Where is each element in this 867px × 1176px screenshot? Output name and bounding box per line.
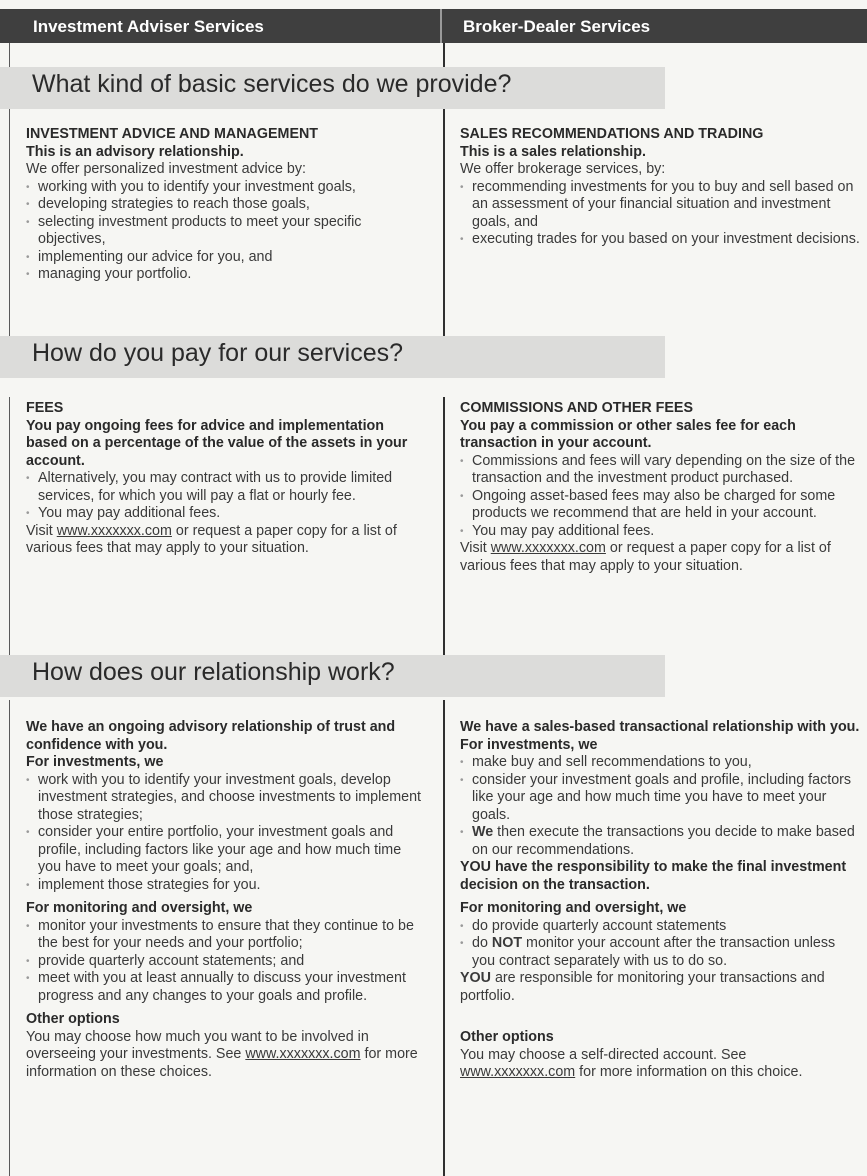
fees-subheading: You pay ongoing fees for advice and implementation based on a percentage of the value of the assets in your account.	[26, 417, 408, 469]
advisory-monitoring-subheading: For monitoring and oversight, we	[26, 900, 253, 916]
list-item: • managing your portfolio.	[26, 266, 426, 284]
advisory-bullets	[26, 179, 426, 284]
fees-heading: FEES	[26, 400, 64, 416]
services-question-band	[0, 67, 665, 109]
list-item: • work with you to identify your investment goals, develop investment strategies, and choose investments to implement those strategies;	[26, 772, 426, 825]
list-item: • working with you to identify your investment goals,	[26, 179, 426, 197]
list-item: • consider your investment goals and profile, including factors like your age and how much time you have to meet your goals.	[460, 772, 860, 825]
advisory-services-block	[26, 126, 426, 284]
list-item: • We then execute the transactions you decide to make based on our recommendations.	[460, 824, 860, 859]
list-item: • make buy and sell recommendations to you,	[460, 754, 860, 772]
advisory-options-link[interactable]: www.xxxxxxx.com	[245, 1046, 361, 1062]
responsibility-statement: YOU have the responsibility to make the final investment decision on the transaction.	[460, 859, 847, 893]
sales-options-link[interactable]: www.xxxxxxx.com	[460, 1064, 576, 1080]
column-divider	[443, 43, 445, 67]
sales-monitoring-bullets	[460, 918, 860, 971]
you-responsible-text: YOU are responsible for monitoring your transactions and portfolio.	[460, 970, 825, 1004]
left-rule	[9, 397, 10, 655]
sales-other-options-text: You may choose a self-directed account. See www.xxxxxxx.com for more information on this choice.	[460, 1046, 803, 1080]
sales-investments-subheading: For investments, we	[460, 736, 598, 753]
sales-other-options-heading: Other options	[460, 1029, 554, 1045]
list-item: • You may pay additional fees.	[26, 505, 426, 523]
commissions-heading: COMMISSIONS AND OTHER FEES	[460, 400, 694, 416]
services-question: What kind of basic services do we provide?	[32, 70, 512, 98]
sales-investments-bullets	[460, 754, 860, 859]
advisory-investments-bullets	[26, 772, 426, 895]
fees-bullets	[26, 470, 426, 523]
advisory-relationship-heading: We have an ongoing advisory relationship of trust and confidence with you.	[26, 719, 396, 753]
sales-relationship-block	[460, 719, 860, 1082]
commissions-block	[460, 400, 860, 575]
advisory-other-options-heading: Other options	[26, 1011, 120, 1027]
list-item: • You may pay additional fees.	[460, 523, 860, 541]
relationship-question-band	[0, 655, 665, 697]
advisory-subheading: This is an advisory relationship.	[26, 143, 244, 160]
list-item: • meet with you at least annually to discuss your investment progress and any changes to your goals and profile.	[26, 970, 426, 1005]
list-item: • developing strategies to reach those goals,	[26, 196, 426, 214]
sales-services-block	[460, 126, 860, 249]
list-item: • implementing our advice for you, and	[26, 249, 426, 267]
list-item: • consider your entire portfolio, your investment goals and profile, including factors like your age and how much time you have to meet your goals; and,	[26, 824, 426, 877]
commissions-bullets	[460, 453, 860, 541]
list-item: • selecting investment products to meet your specific objectives,	[26, 214, 426, 249]
advisory-heading: INVESTMENT ADVICE AND MANAGEMENT	[26, 126, 319, 142]
sales-subheading: This is a sales relationship.	[460, 143, 646, 160]
column-divider	[443, 700, 445, 1176]
list-item: • recommending investments for you to buy and sell based on an assessment of your financial situation and investment goals, and	[460, 179, 860, 232]
sales-relationship-heading: We have a sales-based transactional relationship with you.	[460, 719, 860, 735]
list-item: • Commissions and fees will vary depending on the size of the transaction and the investment product purchased.	[460, 453, 860, 488]
fees-website-link[interactable]: www.xxxxxxx.com	[56, 522, 172, 539]
relationship-question: How does our relationship work?	[32, 658, 395, 686]
list-item: • Alternatively, you may contract with us to provide limited services, for which you will pay a flat or hourly fee.	[26, 470, 426, 505]
list-item: • monitor your investments to ensure that they continue to be the best for your needs and your portfolio;	[26, 918, 426, 953]
sales-monitoring-subheading: For monitoring and oversight, we	[460, 900, 687, 916]
advisory-relationship-block	[26, 719, 426, 1081]
pay-question-band	[0, 336, 665, 378]
header-divider	[440, 9, 442, 43]
broker-dealer-header: Broker-Dealer Services	[463, 17, 651, 36]
pay-question: How do you pay for our services?	[32, 339, 404, 367]
commissions-website-link[interactable]: www.xxxxxxx.com	[490, 540, 606, 556]
fees-block	[26, 400, 426, 558]
commissions-visit-text: Visit www.xxxxxxx.com or request a paper copy for a list of various fees that may apply to your situation.	[460, 540, 831, 574]
list-item: • implement those strategies for you.	[26, 877, 426, 895]
sales-intro: We offer brokerage services, by:	[460, 161, 666, 177]
column-header-bar	[0, 9, 867, 43]
fees-visit-text: Visit www.xxxxxxx.com or request a paper copy for a list of various fees that may apply to your situation.	[26, 522, 397, 556]
sales-heading: SALES RECOMMENDATIONS AND TRADING	[460, 126, 764, 142]
list-item: • provide quarterly account statements; and	[26, 953, 426, 971]
left-rule	[9, 43, 10, 67]
list-item: • do provide quarterly account statements	[460, 918, 860, 936]
advisory-other-options-text: You may choose how much you want to be involved in overseeing your investments. See www.xxxxxxx.com for more information on these choices.	[26, 1028, 418, 1080]
sales-bullets	[460, 179, 860, 249]
list-item: • do NOT monitor your account after the transaction unless you contract separately with us to do so.	[460, 935, 860, 970]
investment-adviser-header: Investment Adviser Services	[33, 17, 264, 36]
list-item: • executing trades for you based on your investment decisions.	[460, 231, 860, 249]
advisory-monitoring-bullets	[26, 918, 426, 1006]
advisory-investments-subheading: For investments, we	[26, 754, 164, 770]
advisory-intro: We offer personalized investment advice by:	[26, 161, 306, 177]
list-item: • Ongoing asset-based fees may also be charged for some products we recommend that are held in your account.	[460, 488, 860, 523]
column-divider	[443, 397, 445, 655]
column-divider	[443, 109, 445, 355]
left-rule	[9, 109, 10, 355]
commissions-subheading: You pay a commission or other sales fee for each transaction in your account.	[460, 417, 796, 451]
left-rule	[9, 700, 10, 1176]
